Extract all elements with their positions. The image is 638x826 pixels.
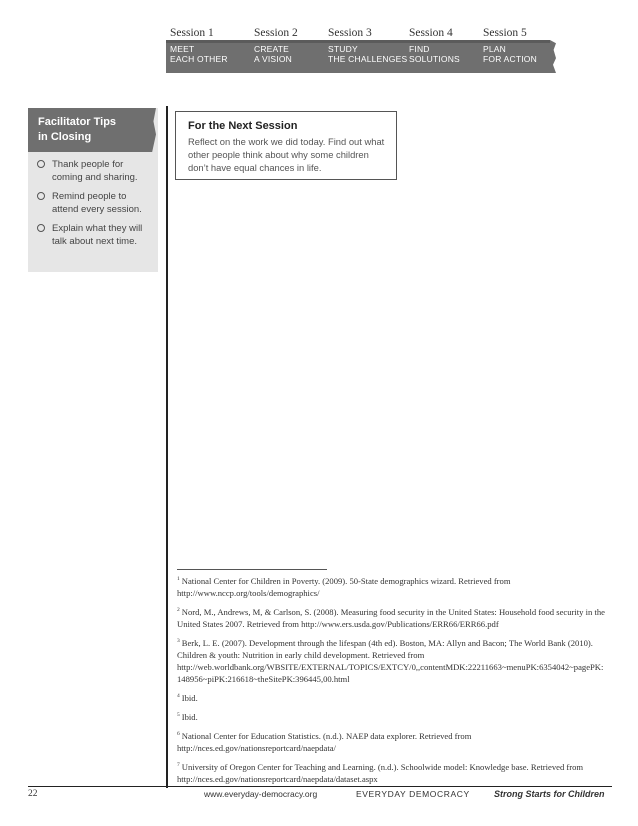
footnote-item: $^5$ Ibid. bbox=[177, 712, 198, 722]
footnote-item: $^6$ National Center for Education Statistics. (n.d.). NAEP data explorer. Retrieved from http://nces.ed.gov/nationsreportcard/naepdata/ bbox=[177, 731, 472, 753]
circle-bullet-icon bbox=[37, 224, 45, 232]
footnote-item: $^3$ Berk, L. E. (2007). Development through the lifespan (4th ed). Boston, MA: Allyn and Bacon; The World Bank (2010). Children & youth: Nutrition in early child development. Retrieved from http://web.worldbank.org/WBSITE/EXTERNAL/TOPICS/EXTCY/0,,contentMDK:22211663~menuPK:6354042~pagePK:148956~piPK:216618~theSitePK:396445,00.html bbox=[177, 638, 604, 684]
website-link[interactable]: www.everyday-democracy.org bbox=[204, 789, 318, 799]
tip-item: Remind people to attend every session. bbox=[36, 190, 154, 216]
session-2-subtitle: CREATE A VISION bbox=[254, 44, 292, 64]
footnote-rule bbox=[177, 569, 327, 570]
page-number: 22 bbox=[28, 789, 38, 799]
page-footer bbox=[0, 789, 638, 803]
footnote-item: $^7$ University of Oregon Center for Teaching and Learning. (n.d.). Schoolwide model: Knowledge base. Retrieved from http://nces.ed.gov/nationsreportcard/naepdata/dataset.aspx bbox=[177, 762, 584, 784]
tip-item: Explain what they will talk about next time. bbox=[36, 222, 154, 248]
session-5-subtitle: PLAN FOR ACTION bbox=[483, 44, 537, 64]
facilitator-tips-panel bbox=[28, 108, 158, 272]
session-3 bbox=[328, 26, 408, 64]
session-4-subtitle: FIND SOLUTIONS bbox=[409, 44, 460, 64]
session-banner bbox=[166, 26, 550, 72]
session-1-title: Session 1 bbox=[170, 27, 214, 39]
session-1 bbox=[170, 26, 228, 64]
session-4-title: Session 4 bbox=[409, 27, 453, 39]
session-1-subtitle: MEET EACH OTHER bbox=[170, 44, 228, 64]
circle-bullet-icon bbox=[37, 192, 45, 200]
next-session-body: Reflect on the work we did today. Find out what other people think about why some children don’t have equal chances in life. bbox=[188, 136, 385, 173]
session-5 bbox=[483, 26, 537, 64]
organization-name: EVERYDAY DEMOCRACY bbox=[356, 789, 470, 799]
next-session-title: For the Next Session bbox=[188, 120, 298, 132]
guide-title: Strong Starts for Children bbox=[494, 789, 605, 799]
session-2 bbox=[254, 26, 298, 64]
circle-bullet-icon bbox=[37, 160, 45, 168]
facilitator-tips-list bbox=[36, 158, 154, 254]
footnote-item: $^4$ Ibid. bbox=[177, 693, 198, 703]
tip-item: Thank people for coming and sharing. bbox=[36, 158, 154, 184]
session-2-title: Session 2 bbox=[254, 27, 298, 39]
session-5-title: Session 5 bbox=[483, 27, 527, 39]
facilitator-tips-title: Facilitator Tips in Closing bbox=[38, 116, 117, 143]
next-session-box bbox=[175, 111, 397, 180]
session-3-title: Session 3 bbox=[328, 27, 372, 39]
footnote-item: $^2$ Nord, M., Andrews, M, & Carlson, S. (2008). Measuring food security in the United States: Household food security in the United States 2007. Retrieved from http://www.ers.usda.gov/Publications/ERR66/ERR66.pdf bbox=[177, 607, 605, 629]
session-3-subtitle: STUDY THE CHALLENGES bbox=[328, 44, 408, 64]
session-4 bbox=[409, 26, 460, 64]
footnote-item: $^1$ National Center for Children in Poverty. (2009). 50-State demographics wizard. Retrieved from http://www.nccp.org/tools/demographics/ bbox=[177, 576, 511, 598]
footnotes bbox=[177, 575, 605, 792]
vertical-divider bbox=[166, 106, 168, 788]
footer-rule bbox=[28, 786, 612, 787]
